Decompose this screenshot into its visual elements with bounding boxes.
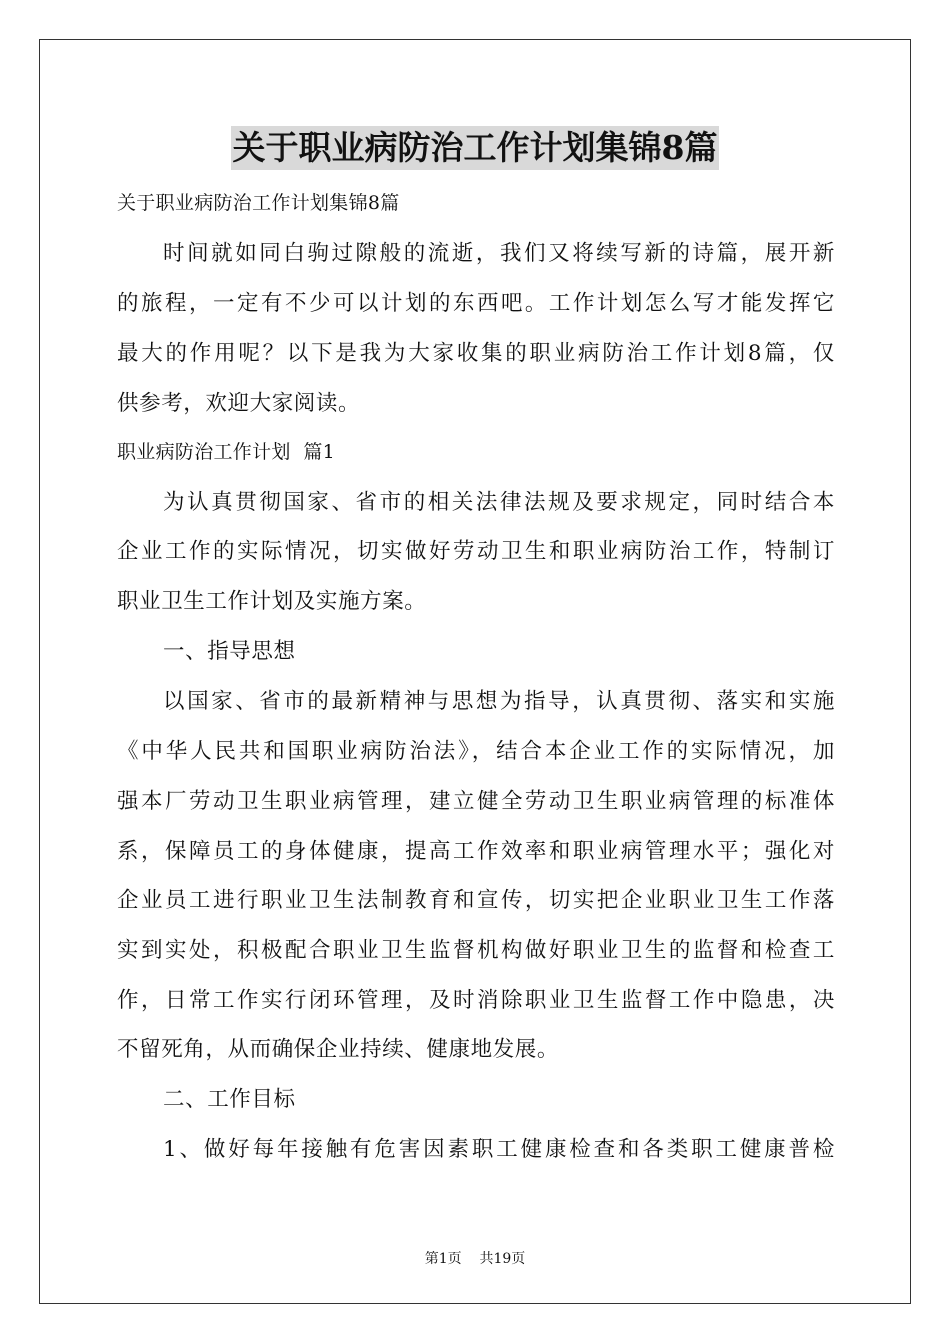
- paragraph-line: 企业员工进行职业卫生法制教育和宣传，切实把企业职业卫生工作落: [117, 888, 835, 913]
- document-title: 关于职业病防治工作计划集锦8篇: [231, 126, 720, 170]
- page-number: 第1页 共19页: [424, 1251, 526, 1267]
- paragraph-line: 以国家、省市的最新精神与思想为指导，认真贯彻、落实和实施: [163, 689, 835, 714]
- page-footer: [0, 1248, 950, 1268]
- paragraph-line: 供参考，欢迎大家阅读。: [117, 391, 361, 416]
- paragraph-line: 强本厂劳动卫生职业病管理，建立健全劳动卫生职业病管理的标准体: [117, 789, 835, 814]
- paragraph-line: 最大的作用呢？以下是我为大家收集的职业病防治工作计划8篇，仅: [117, 341, 835, 366]
- paragraph-line: 1、做好每年接触有危害因素职工健康检查和各类职工健康普检: [163, 1137, 835, 1162]
- paragraph-line: 的旅程，一定有不少可以计划的东西吧。工作计划怎么写才能发挥它: [117, 291, 835, 316]
- paragraph-line: 《中华人民共和国职业病防治法》，结合本企业工作的实际情况，加: [117, 739, 835, 764]
- paragraph-line: 时间就如同白驹过隙般的流逝，我们又将续写新的诗篇，展开新: [163, 241, 835, 266]
- section-heading: 职业病防治工作计划 篇1: [117, 441, 336, 463]
- paragraph-line: 系，保障员工的身体健康，提高工作效率和职业病管理水平；强化对: [117, 839, 835, 864]
- paragraph-line: 职业卫生工作计划及实施方案。: [117, 589, 427, 614]
- title-wrap: [0, 126, 950, 170]
- paragraph-line: 实到实处，积极配合职业卫生监督机构做好职业卫生的监督和检查工: [117, 938, 835, 963]
- page-border: [39, 39, 911, 1304]
- document-subtitle: 关于职业病防治工作计划集锦8篇: [117, 192, 400, 214]
- paragraph-line: 企业工作的实际情况，切实做好劳动卫生和职业病防治工作，特制订: [117, 539, 835, 564]
- subsection-heading: 二、工作目标: [163, 1087, 296, 1112]
- paragraph-line: 为认真贯彻国家、省市的相关法律法规及要求规定，同时结合本: [163, 490, 835, 515]
- paragraph-line: 作，日常工作实行闭环管理，及时消除职业卫生监督工作中隐患，决: [117, 988, 835, 1013]
- subsection-heading: 一、指导思想: [163, 639, 296, 664]
- paragraph-line: 不留死角，从而确保企业持续、健康地发展。: [117, 1037, 560, 1062]
